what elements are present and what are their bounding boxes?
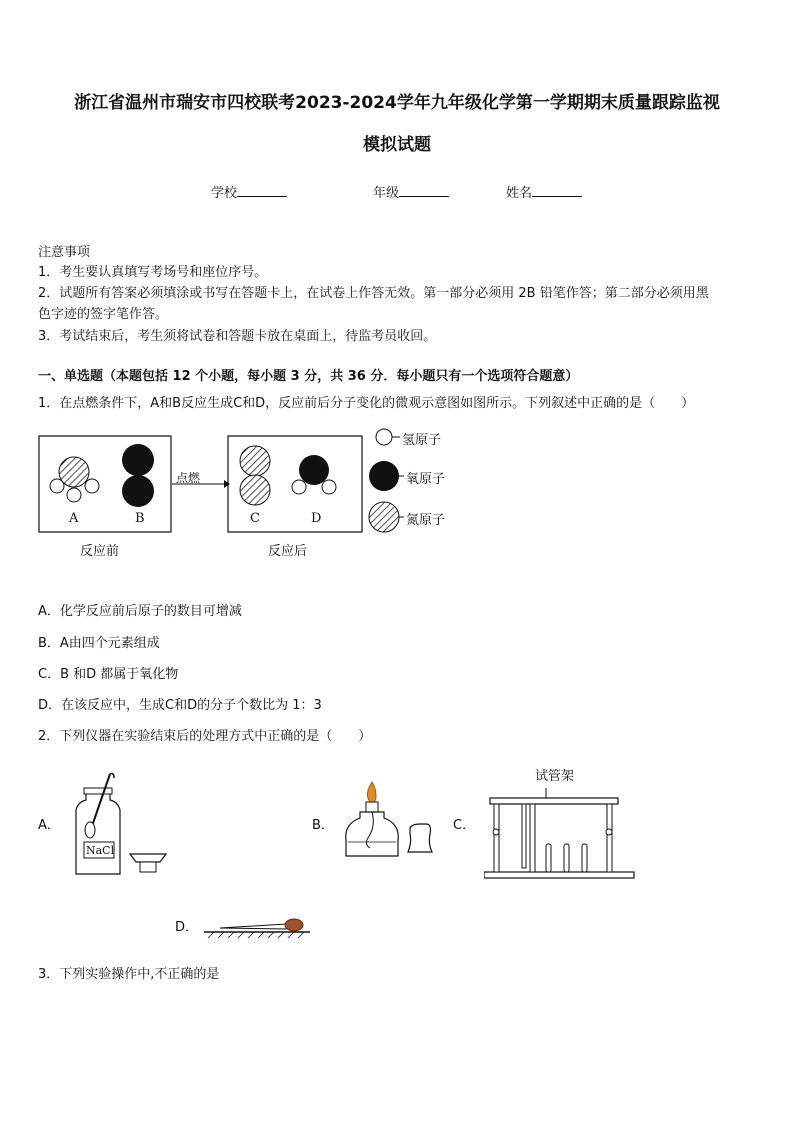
q1-option-a[interactable]: A．化学反应前后原子的数目可增减: [38, 604, 242, 619]
reaction-diagram: [38, 424, 478, 564]
q1-option-c[interactable]: C．B 和D 都属于氧化物: [38, 667, 179, 682]
q2-option-a-label[interactable]: A．: [38, 818, 60, 833]
name-field[interactable]: [506, 182, 582, 201]
label-d: D: [311, 511, 322, 526]
question-1-stem: 1．在点燃条件下，A和B反应生成C和D，反应前后分子变化的微观示意图如图所示。下列叙述中正确的是（ ）: [38, 396, 695, 411]
name-blank[interactable]: [532, 184, 582, 197]
legend-oxygen: 氧原子: [406, 472, 446, 487]
notice-heading: 注意事项: [38, 245, 91, 260]
dropper-figure: [204, 914, 314, 942]
question-2-stem: 2．下列仪器在实验结束后的处理方式中正确的是（ ）: [38, 729, 372, 744]
q2-option-b-label[interactable]: B．: [312, 818, 334, 833]
notice-item: 1．考生要认真填写考场号和座位序号。: [38, 265, 268, 280]
question-3-stem: 3．下列实验操作中,不正确的是: [38, 967, 220, 982]
test-tube-rack-figure: [484, 788, 636, 882]
q1-option-d[interactable]: D．在该反应中，生成C和D的分子个数比为 1：3: [38, 698, 322, 713]
q2-option-d-label[interactable]: D．: [175, 920, 199, 935]
rack-label: 试管架: [535, 769, 575, 784]
section-heading: 一、单选题（本题包括 12 个小题，每小题 3 分，共 36 分．每小题只有一个选项符合题意）: [38, 369, 579, 384]
label-c: C: [250, 511, 260, 526]
grade-blank[interactable]: [399, 184, 449, 197]
reagent-bottle-figure: [68, 770, 178, 880]
name-label: 姓名: [506, 186, 533, 201]
notice-item: 色字迹的签字笔作答。: [38, 307, 169, 322]
alcohol-lamp-figure: [340, 778, 440, 868]
q1-option-b[interactable]: B．A由四个元素组成: [38, 636, 160, 651]
label-a: A: [69, 511, 79, 526]
grade-field[interactable]: [373, 182, 449, 201]
notice-item: 3．考试结束后，考生须将试卷和答题卡放在桌面上，待监考员收回。: [38, 329, 437, 344]
page-title-line1: 浙江省温州市瑞安市四校联考2023-2024学年九年级化学第一学期期末质量跟踪监视: [74, 93, 720, 113]
school-field[interactable]: [211, 182, 287, 201]
legend-nitrogen: 氮原子: [406, 513, 446, 528]
before-caption: 反应前: [80, 544, 120, 559]
nacl-label: NaCl: [86, 844, 115, 857]
notice-item: 2．试题所有答案必须填涂或书写在答题卡上，在试卷上作答无效。第一部分必须用 2B 铅笔作答；第二部分必须用黑: [38, 286, 709, 301]
label-b: B: [135, 511, 145, 526]
after-caption: 反应后: [268, 544, 308, 559]
school-blank[interactable]: [237, 184, 287, 197]
arrow-label: 点燃: [176, 471, 201, 485]
grade-label: 年级: [373, 186, 400, 201]
legend-hydrogen: 氢原子: [402, 433, 442, 448]
page-title-line2: 模拟试题: [363, 135, 431, 155]
q2-option-c-label[interactable]: C．: [453, 818, 476, 833]
school-label: 学校: [211, 186, 238, 201]
